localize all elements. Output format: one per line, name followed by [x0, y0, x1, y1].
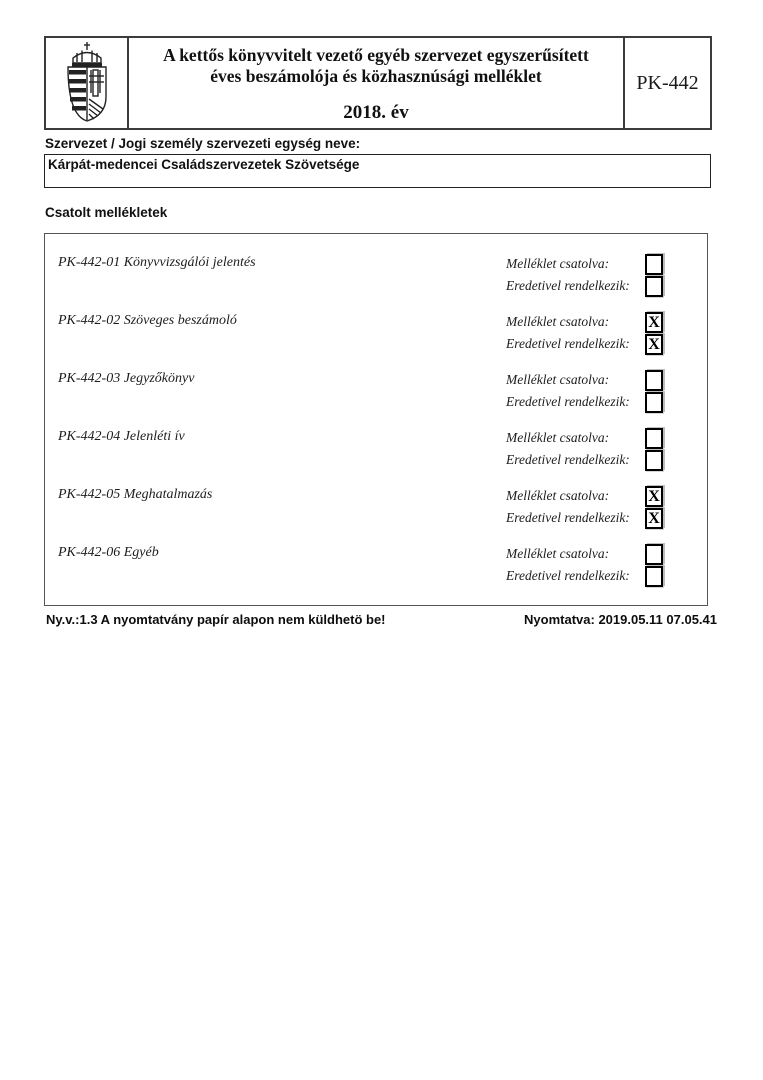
attached-label: Melléklet csatolva:: [506, 314, 610, 329]
original-label: Eredetivel rendelkezik:: [506, 278, 630, 293]
checkbox-original[interactable]: X: [645, 334, 663, 355]
attachment-row-06: [45, 543, 707, 587]
checkbox-attached[interactable]: [645, 428, 663, 449]
original-label: Eredetivel rendelkezik:: [506, 452, 630, 467]
checkbox-attached[interactable]: X: [645, 486, 663, 507]
attached-label: Melléklet csatolva:: [506, 256, 610, 271]
checkbox-attached[interactable]: [645, 370, 663, 391]
footer-version-note: Ny.v.:1.3 A nyomtatvány papír alapon nem küldhetö be!: [46, 612, 386, 627]
org-name-label: Szervezet / Jogi személy szervezeti egység neve:: [45, 136, 361, 151]
attachment-row-04: [45, 427, 707, 471]
checkbox-attached[interactable]: X: [645, 312, 663, 333]
org-name-field[interactable]: [44, 154, 711, 188]
attachment-label: PK-442-03 Jegyzőkönyv: [58, 371, 195, 386]
form-title-line1: A kettős könyvvitelt vezető egyéb szervezet egyszerűsített: [163, 45, 589, 65]
attachment-row-05: [45, 485, 707, 529]
attachment-label: PK-442-05 Meghatalmazás: [58, 487, 213, 502]
form-code-badge: PK-442: [623, 38, 710, 128]
form-title: [129, 38, 623, 128]
attachment-checks: [506, 427, 663, 471]
org-name-value: Kárpát-medencei Családszervezetek Szövetsége: [48, 157, 360, 172]
original-label: Eredetivel rendelkezik:: [506, 336, 630, 351]
attachment-checks: [506, 253, 663, 297]
attached-label: Melléklet csatolva:: [506, 488, 610, 503]
attachment-row-01: [45, 253, 707, 297]
page-footer: [46, 612, 717, 627]
form-header: [44, 36, 712, 130]
checkbox-attached[interactable]: [645, 254, 663, 275]
original-label: Eredetivel rendelkezik:: [506, 568, 630, 583]
logo-cell: [46, 38, 129, 128]
form-year: 2018. év: [343, 102, 409, 123]
checkbox-original[interactable]: [645, 450, 663, 471]
checkbox-original[interactable]: [645, 276, 663, 297]
hungarian-coat-of-arms-icon: [58, 41, 116, 125]
form-title-line2: éves beszámolója és közhasznúsági melléklet: [210, 66, 542, 86]
checkbox-attached[interactable]: [645, 544, 663, 565]
attachment-label: PK-442-02 Szöveges beszámoló: [58, 313, 237, 328]
attachment-row-02: [45, 311, 707, 355]
checkbox-original[interactable]: X: [645, 508, 663, 529]
original-label: Eredetivel rendelkezik:: [506, 510, 630, 525]
attachment-label: PK-442-01 Könyvvizsgálói jelentés: [58, 255, 256, 270]
attachment-checks: [506, 543, 663, 587]
attachments-heading: Csatolt mellékletek: [45, 205, 168, 220]
attachment-row-03: [45, 369, 707, 413]
footer-printed-timestamp: Nyomtatva: 2019.05.11 07.05.41: [524, 612, 717, 627]
attachment-checks: [506, 485, 663, 529]
attachment-checks: [506, 311, 663, 355]
attachment-label: PK-442-06 Egyéb: [58, 545, 159, 560]
attached-label: Melléklet csatolva:: [506, 546, 610, 561]
attachments-box: [44, 233, 708, 606]
attachment-checks: [506, 369, 663, 413]
checkbox-original[interactable]: [645, 392, 663, 413]
original-label: Eredetivel rendelkezik:: [506, 394, 630, 409]
checkbox-original[interactable]: [645, 566, 663, 587]
attached-label: Melléklet csatolva:: [506, 372, 610, 387]
attachment-label: PK-442-04 Jelenléti ív: [58, 429, 185, 444]
attached-label: Melléklet csatolva:: [506, 430, 610, 445]
